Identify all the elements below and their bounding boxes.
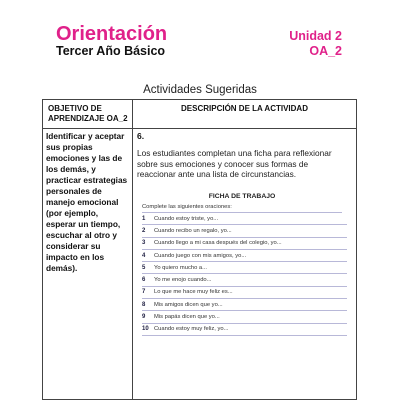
worksheet-item [142, 274, 347, 286]
worksheet-item-number: 10 [142, 326, 149, 333]
worksheet-title: FICHA DE TRABAJO [208, 193, 276, 200]
worksheet-item-text: Yo quiero mucho a... [154, 264, 207, 271]
grade-subtitle: Tercer Año Básico [56, 44, 166, 58]
worksheet-item-text: Cuando recibo un regalo, yo... [154, 227, 232, 234]
worksheet-item-number: 9 [142, 314, 146, 321]
worksheet-item [142, 262, 347, 274]
worksheet-instruction: Complete las siguientes oraciones: [142, 203, 342, 213]
worksheet-item-text: Yo me enojo cuando... [154, 277, 212, 284]
table-column-divider [132, 100, 133, 399]
worksheet-item [142, 299, 347, 311]
worksheet-item-number: 3 [142, 240, 146, 247]
worksheet-item-text: Cuando llego a mi casa después del colegio, yo... [154, 240, 282, 247]
worksheet-item-number: 7 [142, 289, 146, 296]
section-title: Actividades Sugeridas [143, 84, 257, 96]
worksheet-item-text: Mis amigos dicen que yo... [154, 301, 223, 308]
worksheet-item [142, 324, 347, 336]
oa-label: OA_2 [309, 44, 342, 58]
worksheet-item-number: 1 [142, 215, 146, 222]
worksheet-item-text: Lo que me hace muy feliz es... [154, 289, 233, 296]
worksheet-item-text: Cuando juego con mis amigos, yo... [154, 252, 247, 259]
worksheet-item-number: 8 [142, 301, 146, 308]
objective-column-header: OBJETIVO DE APRENDIZAJE OA_2 [48, 104, 128, 123]
worksheet-item [142, 225, 347, 237]
worksheet-item [142, 238, 347, 250]
worksheet-item-number: 2 [142, 227, 146, 234]
worksheet-item-text: Mis papás dicen que yo... [154, 314, 220, 321]
worksheet-item [142, 287, 347, 299]
worksheet-list [142, 213, 347, 336]
objective-text: Identificar y aceptar sus propias emociones y las de los demás, y practicar estrategias personales de manejo emocional (por ejemplo, esperar un tiempo, escuchar al otro y considerar su impacto en los demás). [46, 131, 128, 273]
worksheet-item-text: Cuando estoy triste, yo... [154, 215, 219, 222]
worksheet-item-number: 5 [142, 264, 146, 271]
worksheet-item-number: 4 [142, 252, 146, 259]
activity-description: Los estudiantes completan una ficha para reflexionar sobre sus emociones y conocer sus formas de reaccionar ante una lista de circunstancias. [137, 148, 332, 179]
description-column-header: DESCRIPCIÓN DE LA ACTIVIDAD [181, 104, 308, 113]
worksheet-item [142, 250, 347, 262]
table-row-divider [43, 128, 356, 129]
worksheet-item [142, 213, 347, 225]
unit-label: Unidad 2 [289, 29, 342, 43]
worksheet-item-number: 6 [142, 277, 146, 284]
worksheet-item [142, 311, 347, 323]
page-title: Orientación [56, 23, 168, 45]
worksheet-item-text: Cuando estoy muy feliz, yo... [154, 326, 229, 333]
activity-number: 6. [137, 131, 145, 141]
